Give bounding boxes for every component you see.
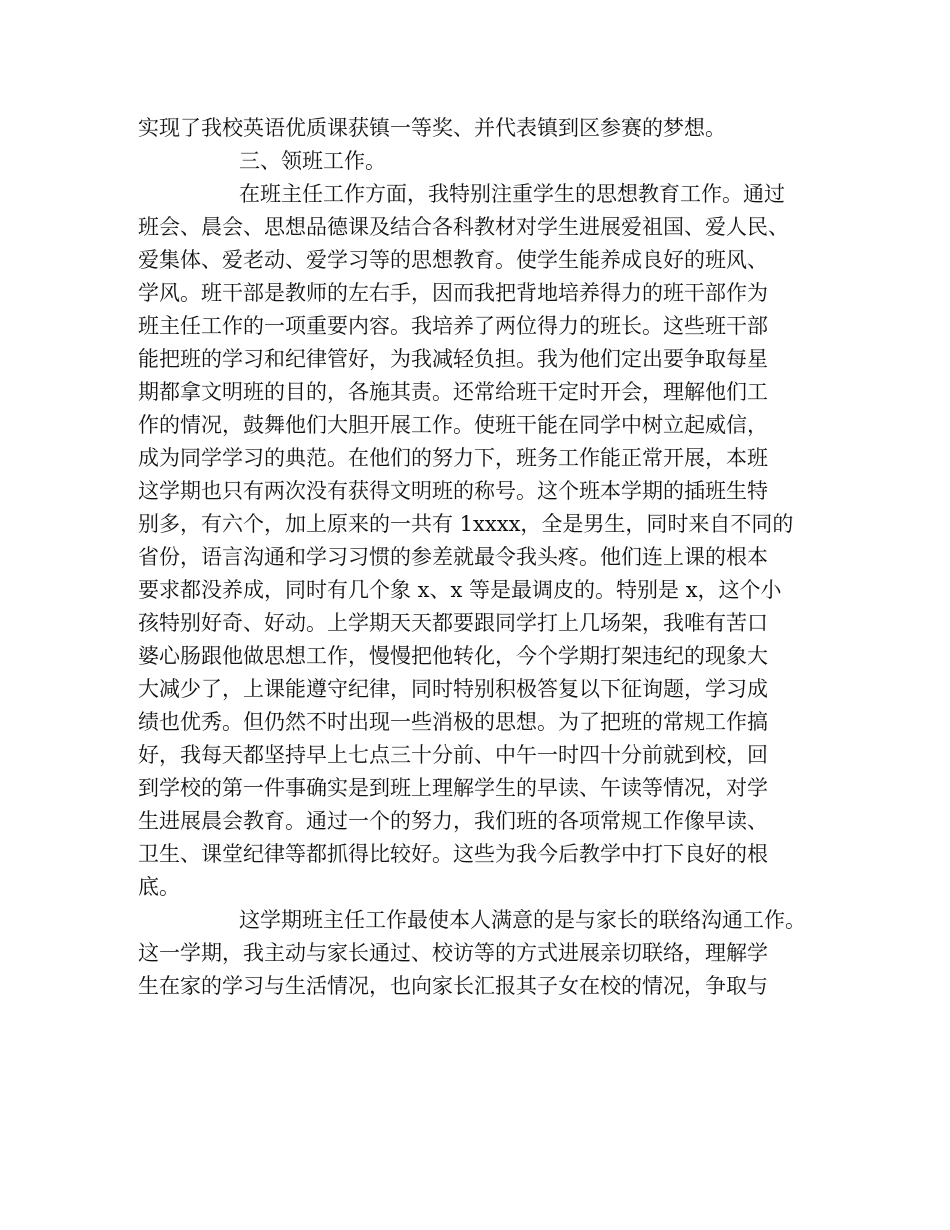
text-line: 要求都没养成，同时有几个象 x、x 等是最调皮的。特别是 x，这个小 [138, 578, 782, 602]
text-line: 卫生、课堂纪律等都抓得比较好。这些为我今后教学中打下良好的根 [138, 842, 768, 866]
paragraph-start: 在班主任工作方面，我特别注重学生的思想教育工作。通过 [239, 182, 785, 206]
text-line: 婆心肠跟他做思想工作，慢慢把他转化，今个学期打架违纪的现象大 [138, 644, 768, 668]
text-line: 别多，有六个，加上原来的一共有 1xxxx，全是男生，同时来自不同的 [138, 512, 794, 536]
text-line: 能把班的学习和纪律管好，为我减轻负担。我为他们定出要争取每星 [138, 347, 768, 371]
text-line: 省份，语言沟通和学习习惯的参差就最令我头疼。他们连上课的根本 [138, 545, 768, 569]
text-line: 好，我每天都坚持早上七点三十分前、中午一时四十分前就到校，回 [138, 743, 768, 767]
text-line: 爱集体、爱老动、爱学习等的思想教育。使学生能养成良好的班风、 [138, 248, 768, 272]
text-line: 期都拿文明班的目的，各施其责。还常给班干定时开会，理解他们工 [138, 380, 768, 404]
text-line: 这学期也只有两次没有获得文明班的称号。这个班本学期的插班生特 [138, 479, 768, 503]
text-line: 班主任工作的一项重要内容。我培养了两位得力的班长。这些班干部 [138, 314, 768, 338]
text-line: 生进展晨会教育。通过一个的努力，我们班的各项常规工作像早读、 [138, 809, 768, 833]
text-line: 绩也优秀。但仍然不时出现一些消极的思想。为了把班的常规工作搞 [138, 710, 768, 734]
text-line: 实现了我校英语优质课获镇一等奖、并代表镇到区参赛的梦想。 [138, 116, 726, 140]
text-line: 班会、晨会、思想品德课及结合各科教材对学生进展爱祖国、爱人民、 [138, 215, 789, 239]
text-line: 底。 [138, 875, 180, 899]
text-line: 学风。班干部是教师的左右手，因而我把背地培养得力的班干部作为 [138, 281, 768, 305]
body-text [138, 112, 828, 1003]
paragraph-start: 这学期班主任工作最使本人满意的是与家长的联络沟通工作。 [239, 908, 806, 932]
text-line: 作的情况，鼓舞他们大胆开展工作。使班干能在同学中树立起威信， [138, 413, 768, 437]
text-line: 这一学期，我主动与家长通过、校访等的方式进展亲切联络，理解学 [138, 941, 768, 965]
section-heading: 三、领班工作。 [239, 149, 386, 173]
text-line: 大减少了，上课能遵守纪律，同时特别积极答复以下征询题，学习成 [138, 677, 768, 701]
text-line: 孩特别好奇、好动。上学期天天都要跟同学打上几场架，我唯有苦口 [138, 611, 768, 635]
text-line: 到学校的第一件事确实是到班上理解学生的早读、午读等情况，对学 [138, 776, 768, 800]
text-line: 成为同学学习的典范。在他们的努力下，班务工作能正常开展，本班 [138, 446, 768, 470]
text-line: 生在家的学习与生活情况，也向家长汇报其子女在校的情况，争取与 [138, 974, 768, 998]
